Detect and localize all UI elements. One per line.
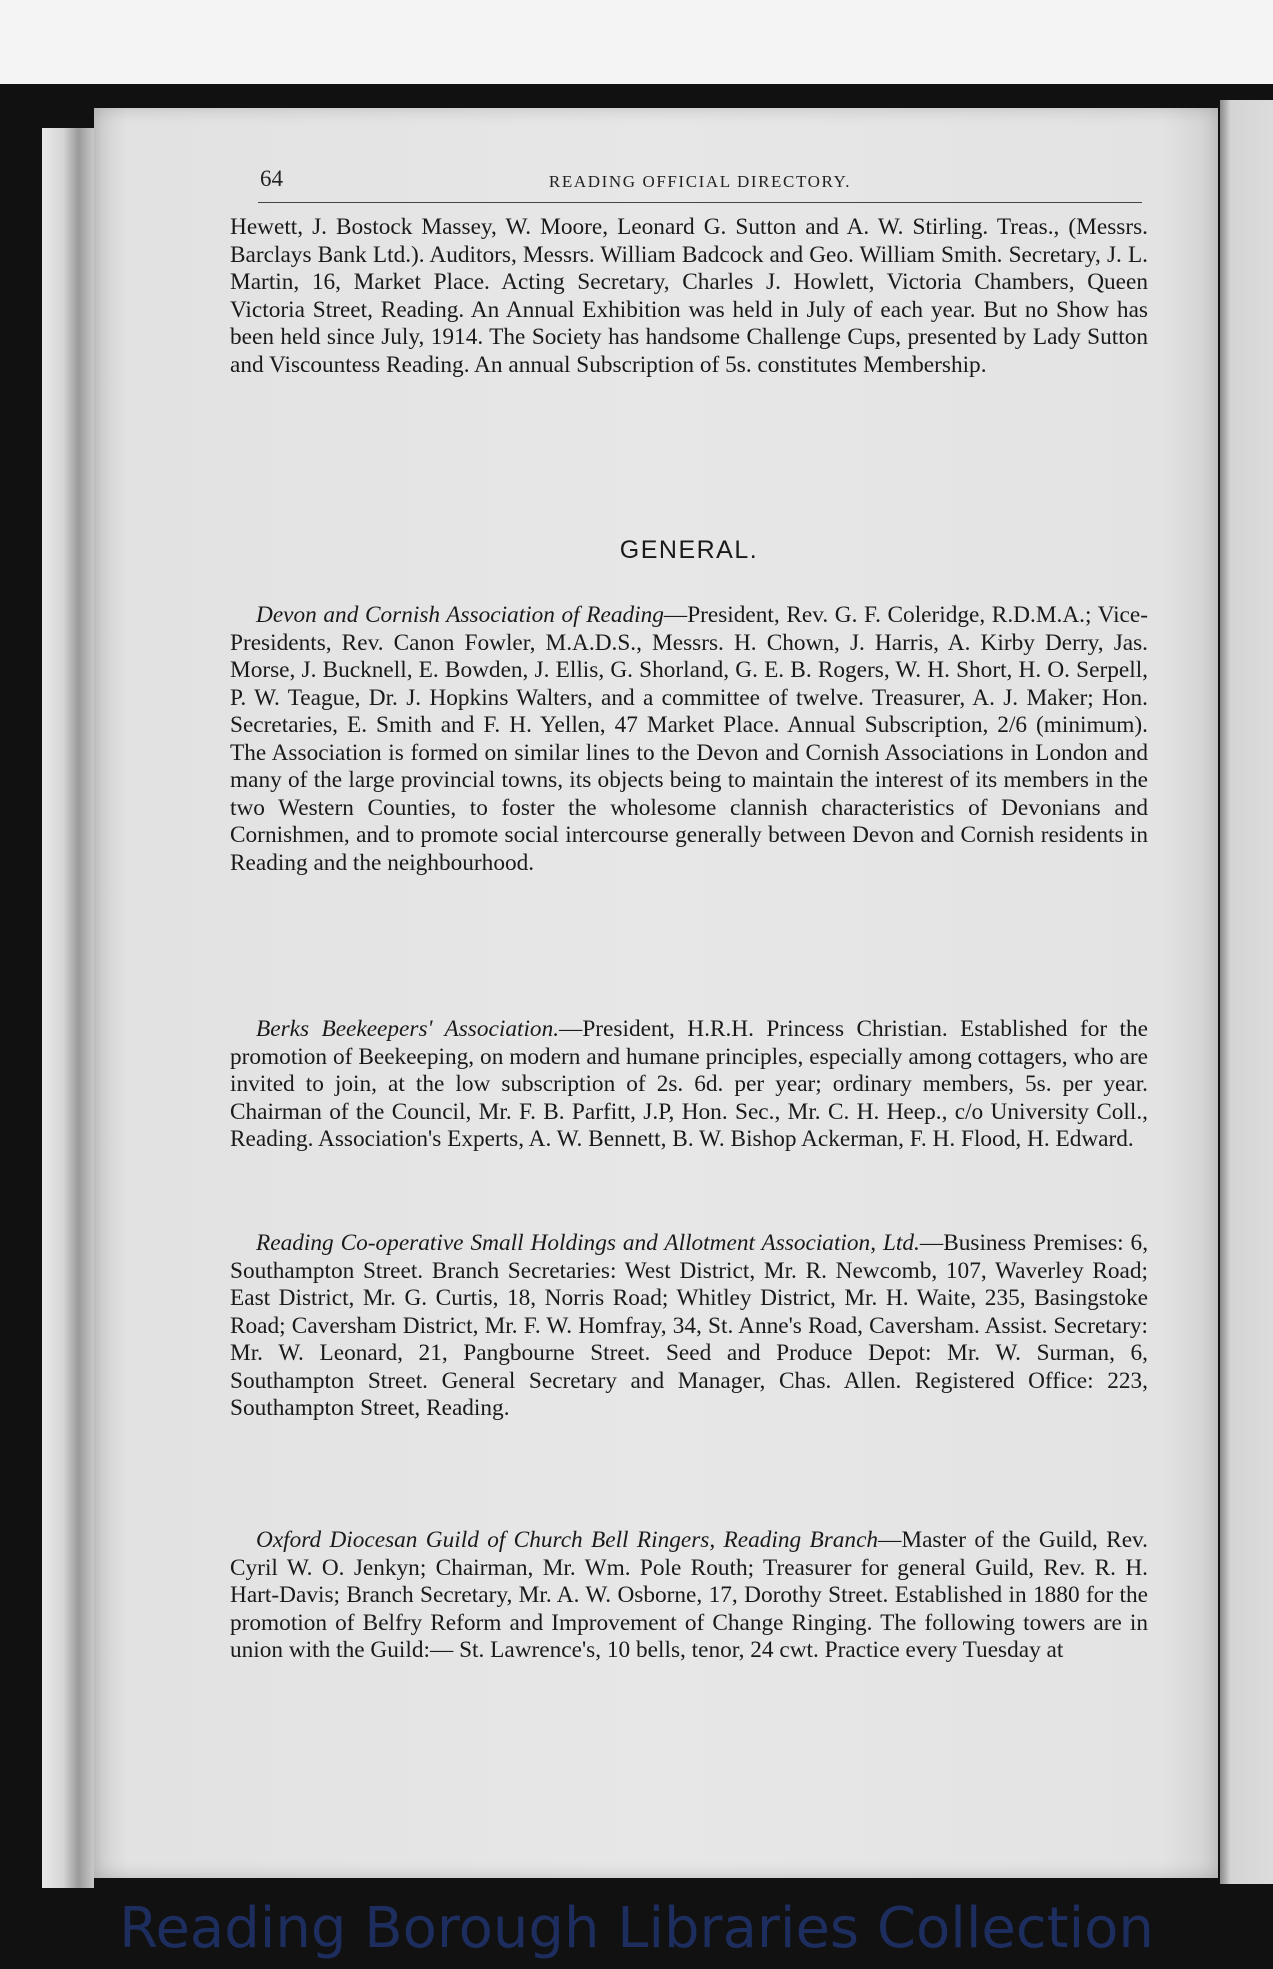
section-heading: GENERAL. xyxy=(619,536,759,564)
continued-paragraph: Hewett, J. Bostock Massey, W. Moore, Leonard G. Sutton and A. W. Stirling. Treas., (Messrs. Barclays Bank Ltd.). Auditors, Messrs. William Badcock and Geo. William Smith. Secretary, J. L. Martin, 16, Market Place. Acting Secretary, Charles J. Howlett, Victoria Chambers, Queen Victoria Street, Reading. An Annual Exhibition was held in July of each year. But no Show has been held since July, 1914. The Society has handsome Challenge Cups, presented by Lady Sutton and Viscountess Reading. An annual Subscription of 5s. constitutes Membership. xyxy=(230,214,1148,378)
directory-entry xyxy=(230,1230,1148,1423)
entry-title: Reading Co-operative Small Holdings and Allotment Association, Ltd. xyxy=(256,1230,920,1256)
directory-entry xyxy=(230,1527,1148,1665)
page-header xyxy=(258,162,1142,203)
directory-entry xyxy=(230,1016,1148,1154)
entry-body: —Master of the Guild, Rev. Cyril W. O. Jenkyn; Chairman, Mr. Wm. Pole Routh; Treasurer for general Guild, Rev. R. H. Hart-Davis; Branch Secretary, Mr. A. W. Osborne, 17, Dorothy Street. Established in 1880 for the promotion of Belfry Reform and Improvement of Change Ringing. The following towers are in union with the Guild:— St. Lawrence's, 10 bells, tenor, 24 cwt. Practice every Tuesday at xyxy=(230,1527,1148,1663)
book-binding xyxy=(42,128,94,1888)
entry-title: Berks Beekeepers' Association. xyxy=(256,1016,560,1042)
entry-body: —President, Rev. G. F. Coleridge, R.D.M.A.; Vice-Presidents, Rev. Canon Fowler, M.A.D.S., Messrs. H. Chown, J. Harris, A. Kirby Derry, Jas. Morse, J. Bucknell, E. Bowden, J. Ellis, G. Shorland, G. E. B. Rogers, W. H. Short, H. O. Serpell, P. W. Teague, Dr. J. Hopkins Walters, and a committee of twelve. Treasurer, A. J. Maker; Hon. Secretaries, E. Smith and F. H. Yellen, 47 Market Place. Annual Subscription, 2/6 (minimum). The Association is formed on similar lines to the Devon and Cornish Associations in London and many of the large provincial towns, its objects being to maintain the interest of its members in the two Western Counties, to foster the wholesome clannish characteristics of Devonians and Cornishmen, and to promote social intercourse generally between Devon and Cornish residents in Reading and the neighbourhood. xyxy=(230,602,1148,876)
entry-title: Oxford Diocesan Guild of Church Bell Ringers, Reading Branch xyxy=(256,1527,879,1553)
page-number: 64 xyxy=(260,166,283,191)
directory-entry xyxy=(230,602,1148,877)
entry-title: Devon and Cornish Association of Reading xyxy=(256,602,664,628)
collection-watermark: Reading Borough Libraries Collection xyxy=(119,1896,1154,1961)
running-title: READING OFFICIAL DIRECTORY. xyxy=(548,172,852,191)
entry-body: —President, H.R.H. Princess Christian. Established for the promotion of Beekeeping, on modern and humane principles, especially among cottagers, who are invited to join, at the low subscription of 2s. 6d. per year; ordinary members, 5s. per year. Chairman of the Council, Mr. F. B. Parfitt, J.P, Hon. Sec., Mr. C. H. Heep., c/o University Coll., Reading. Association's Experts, A. W. Bennett, B. W. Bishop Ackerman, F. H. Flood, H. Edward. xyxy=(230,1016,1148,1152)
scan-background-top xyxy=(0,0,1273,84)
entry-body: —Business Premises: 6, Southampton Street. Branch Secretaries: West District, Mr. R. Newcomb, 107, Waverley Road; East District, Mr. G. Curtis, 18, Norris Road; Whitley District, Mr. H. Waite, 235, Basingstoke Road; Caversham District, Mr. F. W. Homfray, 34, St. Anne's Road, Caversham. Assist. Secretary: Mr. W. Leonard, 21, Pangbourne Street. Seed and Produce Depot: Mr. W. Surman, 6, Southampton Street. General Secretary and Manager, Chas. Allen. Registered Office: 223, Southampton Street, Reading. xyxy=(230,1230,1149,1421)
adjacent-page-edge xyxy=(1220,100,1273,1884)
